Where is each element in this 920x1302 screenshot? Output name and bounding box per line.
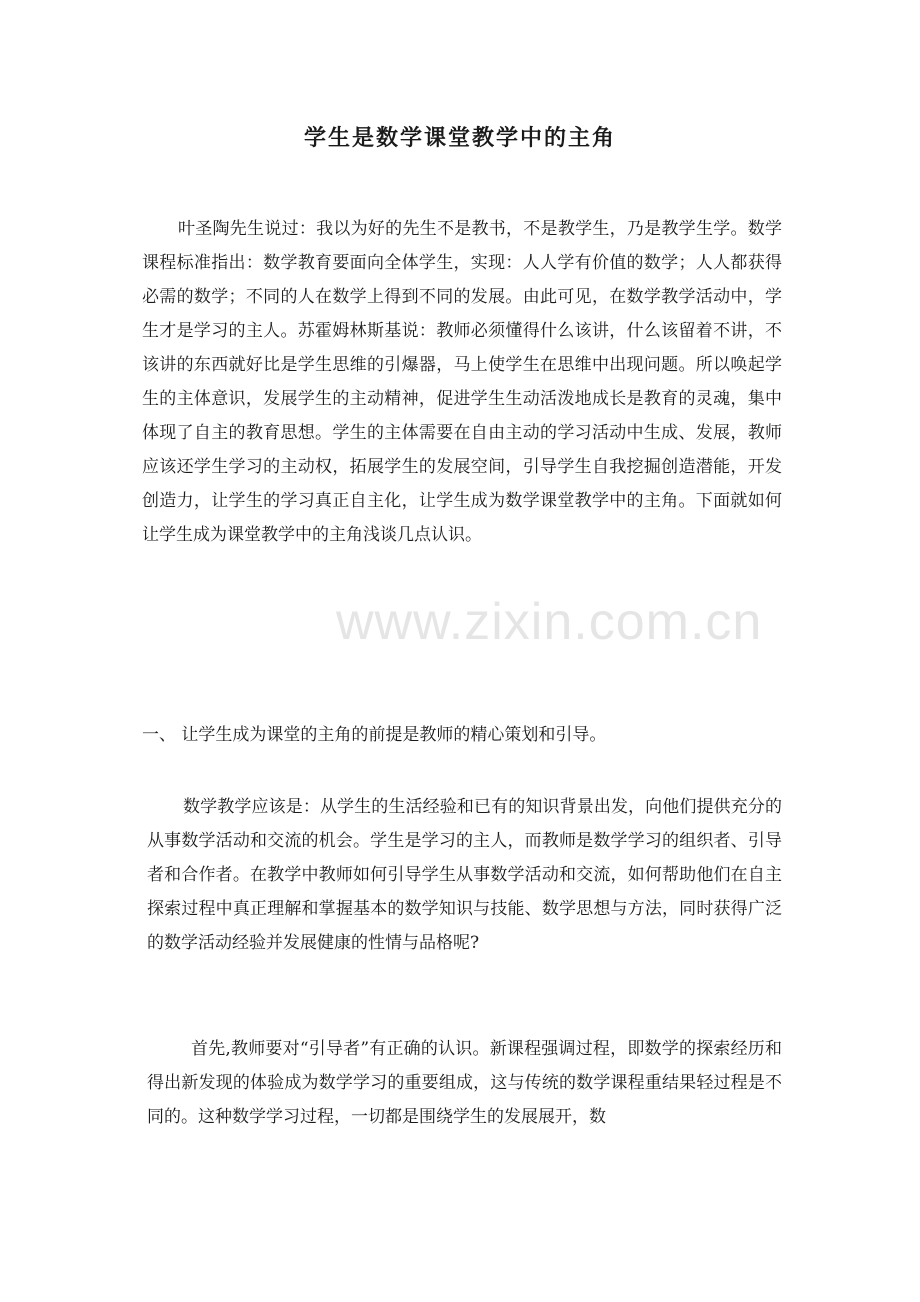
watermark-text: www.zixin.com.cn [336, 593, 763, 651]
intro-paragraph: 叶圣陶先生说过：我以为好的先生不是教书，不是教学生，乃是教学生学。数学课程标准指出：数学教育要面向全体学生，实现：人人学有价值的数学；人人都获得必需的数学；不同的人在数学上得到不同的发展。由此可见，在数学教学活动中，学生才是学习的主人。苏霍姆林斯基说：教师必须懂得什么该讲，什么该留着不讲，不该讲的东西就好比是学生思维的引爆器，马上使学生在思维中出现问题。所以唤起学生的主体意识，发展学生的主动精神，促进学生生动活泼地成长是教育的灵魂，集中体现了自主的教育思想。学生的主体需要在自由主动的学习活动中生成、发展，教师应该还学生学习的主动权，拓展学生的发展空间，引导学生自我挖掘创造潜能，开发创造力，让学生的学习真正自主化，让学生成为数学课堂教学中的主角。下面就如何让学生成为课堂教学中的主角浅谈几点认识。 [142, 219, 782, 545]
body-paragraph: 数学教学应该是：从学生的生活经验和已有的知识背景出发，向他们提供充分的从事数学活动和交流的机会。学生是学习的主人，而教师是数学学习的组织者、引导者和合作者。在教学中教师如何引导学生从事数学活动和交流，如何帮助他们在自主探索过程中真正理解和掌握基本的数学知识与技能、数学思想与方法，同时获得广泛的数学活动经验并发展健康的性情与品格呢? [147, 797, 782, 953]
section-heading: 一、 让学生成为课堂的主角的前提是教师的精心策划和引导。 [142, 725, 607, 745]
document-title: 学生是数学课堂教学中的主角 [303, 125, 616, 151]
body-paragraph-continued: 首先,教师要对“引导者”有正确的认识。新课程强调过程，即数学的探索经历和得出新发现的体验成为数学学习的重要组成，这与传统的数学课程重结果轻过程是不同的。这种数学学习过程，一切都是围绕学生的发展展开，数 [147, 1039, 782, 1127]
